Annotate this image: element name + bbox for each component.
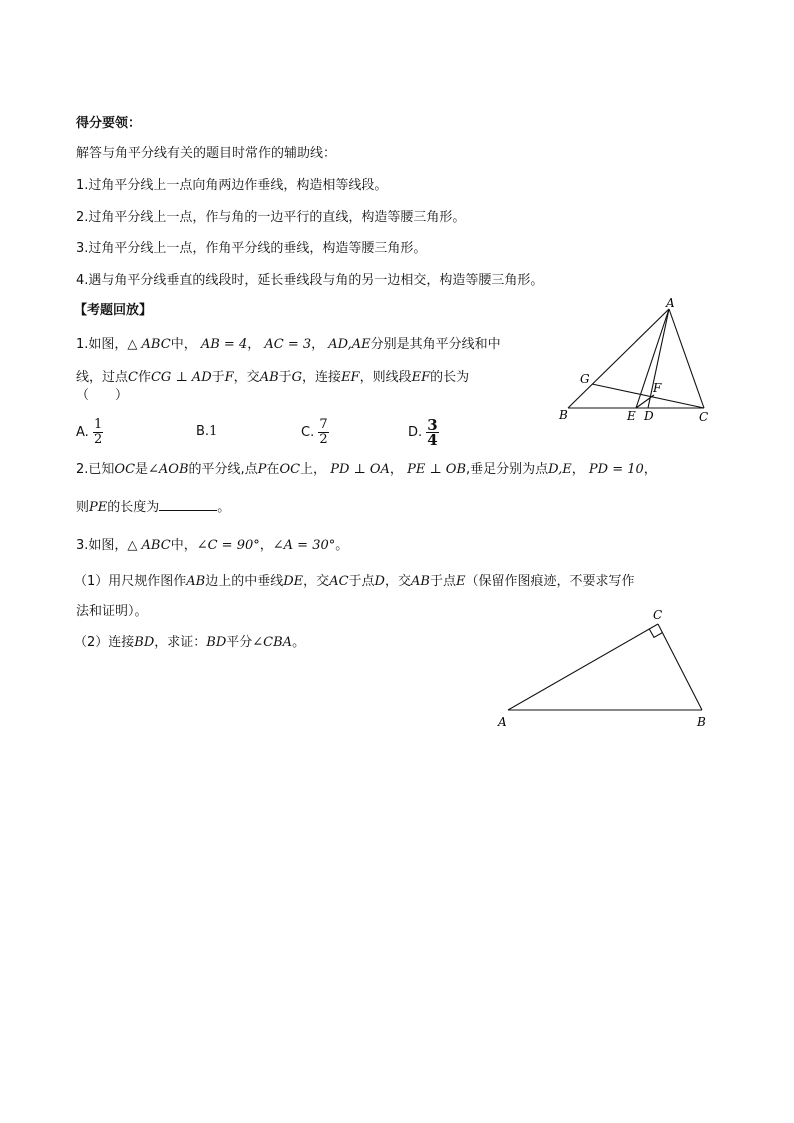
q1-option-a-fraction: $\frac{1}{2}$ <box>93 417 103 447</box>
q3-line-1: 3.如图，△ ABC中，∠C = 90°，∠A = 30°。 <box>76 538 349 553</box>
fig1-label-e: E <box>627 409 636 423</box>
q1-option-a: A. $\frac{1}{2}$ <box>76 417 103 447</box>
fig3-label-c: C <box>653 608 663 622</box>
tip-item-2: 2.过角平分线上一点，作与角的一边平行的直线，构造等腰三角形。 <box>76 210 466 225</box>
fig3-label-b: B <box>697 715 706 729</box>
tip-item-1: 1.过角平分线上一点向角两边作垂线，构造相等线段。 <box>76 178 388 193</box>
tips-heading: 得分要领： <box>76 116 142 131</box>
q1-option-d-fraction: $\frac{3}{4}$ <box>427 416 438 449</box>
q3-right-triangle-figure <box>494 604 714 734</box>
q1-line-2: 线，过点C作CG ⊥ AD于F，交AB于G，连接EF，则线段EF的长为 <box>76 370 470 385</box>
fig1-segment-cg <box>592 384 704 408</box>
tip-item-3: 3.过角平分线上一点，作角平分线的垂线，构造等腰三角形。 <box>76 241 427 256</box>
q3-part-1: （1）用尺规作图作AB边上的中垂线DE，交AC于点D，交AB于点E（保留作图痕迹，不要求写作 <box>74 574 635 589</box>
fig1-label-g: G <box>580 372 590 386</box>
fig1-label-c: C <box>699 410 709 424</box>
fig3-label-a: A <box>498 715 507 729</box>
section-title: 【考题回放】 <box>74 303 153 318</box>
q1-answer-paren: （ ） <box>76 388 129 403</box>
q1-option-b: B.1 <box>196 424 218 439</box>
q2-answer-blank[interactable] <box>159 498 217 511</box>
q1-line-1: 1.如图，△ ABC中， AB = 4， AC = 3， AD,AE分别是其角平分线和中 <box>76 337 501 352</box>
fig3-side-ac <box>508 624 658 710</box>
q2-line-2: 则PE的长度为 。 <box>76 500 231 515</box>
fig1-label-b: B <box>559 408 568 422</box>
q3-part-1-line-2: 法和证明）。 <box>76 604 148 619</box>
q1-triangle-figure <box>550 296 720 428</box>
q2-line-1: 2.已知OC是∠AOB的平分线,点P在OC上， PD ⊥ OA， PE ⊥ OB,垂足分别为点D,E， PD = 10， <box>76 462 657 477</box>
q1-option-d: D. $\frac{3}{4}$ <box>408 416 438 449</box>
fig3-side-cb <box>658 624 702 710</box>
fig1-label-a: A <box>666 296 675 310</box>
q1-option-c-fraction: $\frac{7}{2}$ <box>319 417 328 447</box>
q3-part-2: （2）连接BD，求证：BD平分∠CBA。 <box>74 635 306 650</box>
tip-item-4: 4.遇与角平分线垂直的线段时，延长垂线段与角的另一边相交，构造等腰三角形。 <box>76 273 544 288</box>
fig1-label-d: D <box>644 409 654 423</box>
fig1-side-ac <box>669 309 704 408</box>
fig1-label-f: F <box>653 381 662 395</box>
q1-option-c: C. $\frac{7}{2}$ <box>301 417 328 447</box>
tips-intro: 解答与角平分线有关的题目时常作的辅助线： <box>76 146 337 161</box>
